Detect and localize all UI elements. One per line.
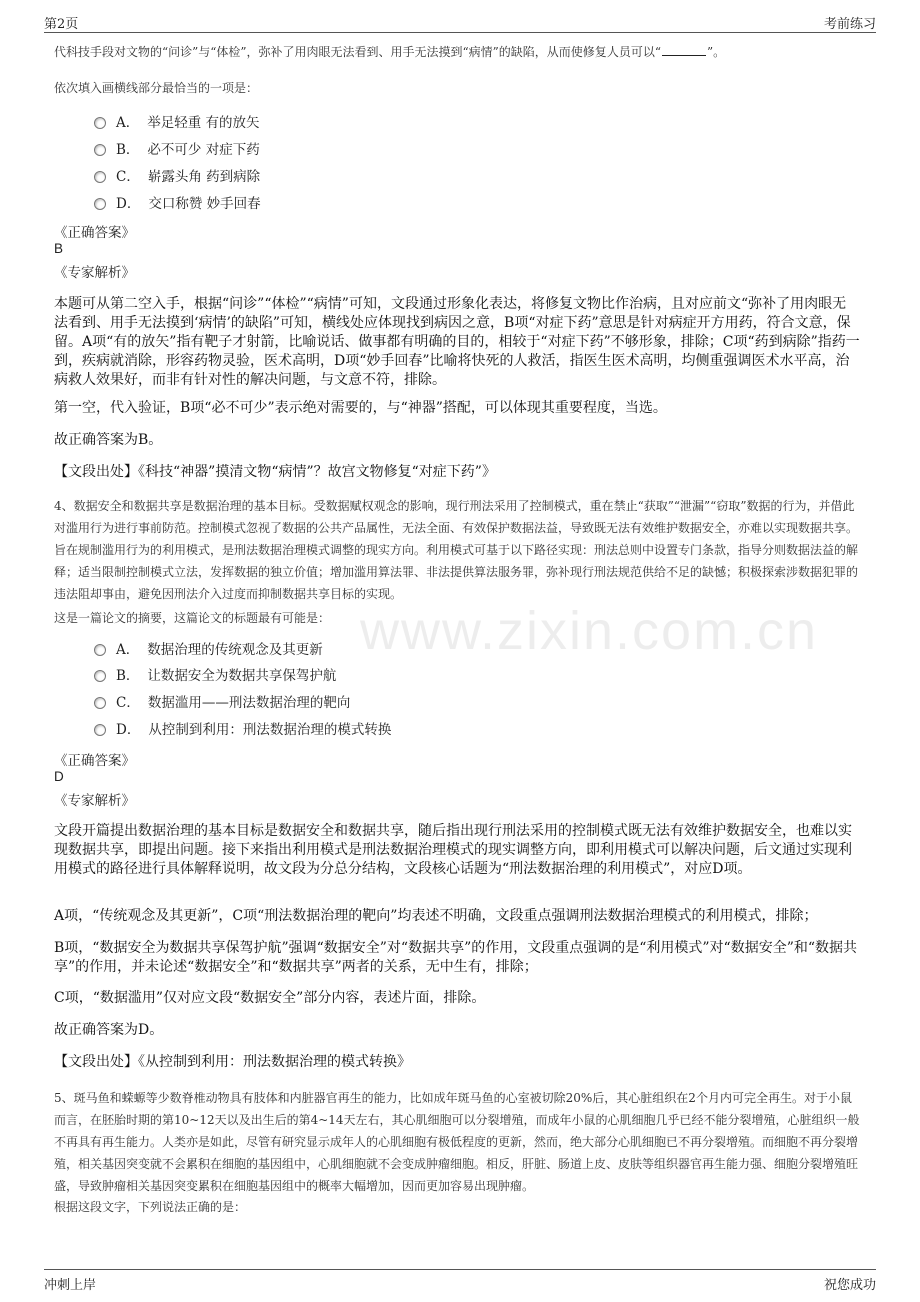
footer-left: 冲刺上岸 bbox=[44, 1278, 97, 1293]
q4-analysis-label: 《专家解析》 bbox=[54, 793, 135, 809]
q4-source: 【文段出处】《从控制到利用：刑法数据治理的模式转换》 bbox=[54, 1054, 411, 1070]
q3-passage: 代科技手段对文物的“问诊”与“体检”，弥补了用肉眼无法看到、用手无法摸到“病情”的缺陷，从而使修复人员可以“ ”。 bbox=[54, 45, 726, 59]
radio-icon[interactable] bbox=[94, 644, 106, 656]
radio-icon[interactable] bbox=[94, 697, 106, 709]
radio-icon[interactable] bbox=[94, 724, 106, 736]
q3-answer: B bbox=[54, 241, 64, 256]
radio-icon[interactable] bbox=[94, 117, 106, 129]
q3-prompt: 依次填入画横线部分最恰当的一项是： bbox=[54, 81, 259, 95]
q3-analysis-2: 第一空，代入验证，B项“必不可少”表示绝对需要的，与“神器”搭配，可以体现其重要程度，当选。 bbox=[54, 400, 667, 416]
radio-icon[interactable] bbox=[94, 670, 106, 682]
q4-analysis-5: 故正确答案为D。 bbox=[54, 1022, 164, 1038]
q5-prompt: 根据这段文字，下列说法正确的是： bbox=[54, 1200, 247, 1214]
q5-passage: 5、斑马鱼和蝾螈等少数脊椎动物具有肢体和内脏器官再生的能力，比如成年斑马鱼的心室被切除20%后，其心脏组织在2个月内可完全再生。对于小鼠而言，在胚胎时期的第10~12天以及出生后的第4~14天左右，其心肌细胞可以分裂增殖，而成年小鼠的心肌细胞几乎已经不能分裂增殖，心脏组织一般不再具有再生能力。人类亦是如此，尽管有研究显示成年人的心肌细胞有极低程度的更新，然而，绝大部分心肌细胞已不再分裂增殖。而细胞不再分裂增殖，相关基因突变就不会累积在细胞的基因组中，心肌细胞就不会变成肿瘤细胞。相反，肝脏、肠道上皮、皮肤等组织器官再生能力强、细胞分裂增殖旺盛，导致肿瘤相关基因突变累积在细胞基因组中的概率大幅增加，因而更加容易出现肿瘤。 bbox=[54, 1091, 860, 1193]
radio-icon[interactable] bbox=[94, 198, 106, 210]
q4-analysis-3: B项，“数据安全为数据共享保驾护航”强调“数据安全”对“数据共享”的作用，文段重点强调的是“利用模式”对“数据安全”和“数据共享”的作用，并未论述“数据安全”和“数据共享”两者的关系，无中生有，排除； bbox=[54, 940, 858, 975]
q3-option-c[interactable]: C． 崭露头角 药到病除 bbox=[94, 166, 260, 188]
q3-option-a[interactable]: A． 举足轻重 有的放矢 bbox=[94, 112, 260, 134]
q3-option-d[interactable]: D． 交口称赞 妙手回春 bbox=[94, 193, 261, 215]
q4-analysis-1: 文段开篇提出数据治理的基本目标是数据安全和数据共享，随后指出现行刑法采用的控制模式既无法有效维护数据安全，也难以实现数据共享，即提出问题。接下来指出利用模式是刑法数据治理模式的现实调整方向，即利用模式可以解决问题，后文通过实现利用模式的路径进行具体解释说明，故文段为分总分结构，文段核心话题为“刑法数据治理的利用模式”，对应D项。 bbox=[54, 823, 852, 877]
q4-option-d[interactable]: D． 从控制到利用：刑法数据治理的模式转换 bbox=[94, 719, 391, 741]
q3-analysis-3: 故正确答案为B。 bbox=[54, 432, 163, 448]
q4-option-a[interactable]: A． 数据治理的传统观念及其更新 bbox=[94, 639, 323, 661]
watermark: www.zixin.com.cn bbox=[360, 601, 819, 661]
q4-prompt: 这是一篇论文的摘要，这篇论文的标题最有可能是： bbox=[54, 611, 331, 625]
q4-option-b[interactable]: B． 让数据安全为数据共享保驾护航 bbox=[94, 665, 336, 687]
page-footer bbox=[44, 1269, 876, 1294]
q4-analysis-4: C项，“数据滥用”仅对应文段“数据安全”部分内容，表述片面，排除。 bbox=[54, 990, 486, 1006]
q4-option-c[interactable]: C． 数据滥用——刑法数据治理的靶向 bbox=[94, 692, 350, 714]
q3-analysis-1: 本题可从第二空入手，根据“问诊”“体检”“病情”可知，文段通过形象化表达，将修复文物比作治病，且对应前文“弥补了用肉眼无法看到、用手无法摸到‘病情’的缺陷”可知，横线处应体现找到病因之意，B项“对症下药”意思是针对病症开方用药，符合文意，保留。A项“有的放矢”指有靶子才射箭，比喻说话、做事都有明确的目的，相较于“对症下药”不够形象，排除；C项“药到病除”指药一到，疾病就消除，形容药物灵验，医术高明，D项“妙手回春”比喻将快死的人救活，指医生医术高明，均侧重强调医术水平高，治病救人效果好，而非有针对性的解决问题，与文意不符，排除。 bbox=[54, 296, 860, 388]
q3-option-b[interactable]: B． 必不可少 对症下药 bbox=[94, 139, 260, 161]
q4-answer: D bbox=[54, 769, 64, 784]
q4-answer-label: 《正确答案》 bbox=[54, 753, 135, 769]
page-header bbox=[44, 10, 876, 33]
q3-source: 【文段出处】《科技“神器”摸清文物“病情”？故宫文物修复“对症下药”》 bbox=[54, 464, 496, 480]
q4-passage: 4、数据安全和数据共享是数据治理的基本目标。受数据赋权观念的影响，现行刑法采用了控制模式，重在禁止“获取”“泄漏”“窃取”数据的行为，并借此对滥用行为进行事前防范。控制模式忽视了数据的公共产品属性，无法全面、有效保护数据法益，导致既无法有效维护数据安全，亦难以实现数据共享。旨在规制滥用行为的利用模式，是刑法数据治理模式调整的现实方向。利用模式可基于以下路径实现：刑法总则中设置专门条款，指导分则数据法益的解释；适当限制控制模式立法，发挥数据的独立价值；增加滥用算法罪、非法提供算法服务罪，弥补现行刑法规范供给不足的缺憾；积极探索涉数据犯罪的违法阻却事由，避免因刑法介入过度而抑制数据共享目标的实现。 bbox=[54, 499, 859, 601]
page-number: 第2页 bbox=[44, 17, 79, 32]
q4-analysis-2: A项，“传统观念及其更新”，C项“刑法数据治理的靶向”均表述不明确，文段重点强调刑法数据治理模式的利用模式，排除； bbox=[54, 908, 818, 924]
radio-icon[interactable] bbox=[94, 144, 106, 156]
fill-blank bbox=[662, 43, 706, 56]
q3-answer-label: 《正确答案》 bbox=[54, 225, 135, 241]
radio-icon[interactable] bbox=[94, 171, 106, 183]
header-tag: 考前练习 bbox=[823, 17, 876, 32]
q3-analysis-label: 《专家解析》 bbox=[54, 265, 135, 281]
footer-right: 祝您成功 bbox=[823, 1278, 876, 1293]
